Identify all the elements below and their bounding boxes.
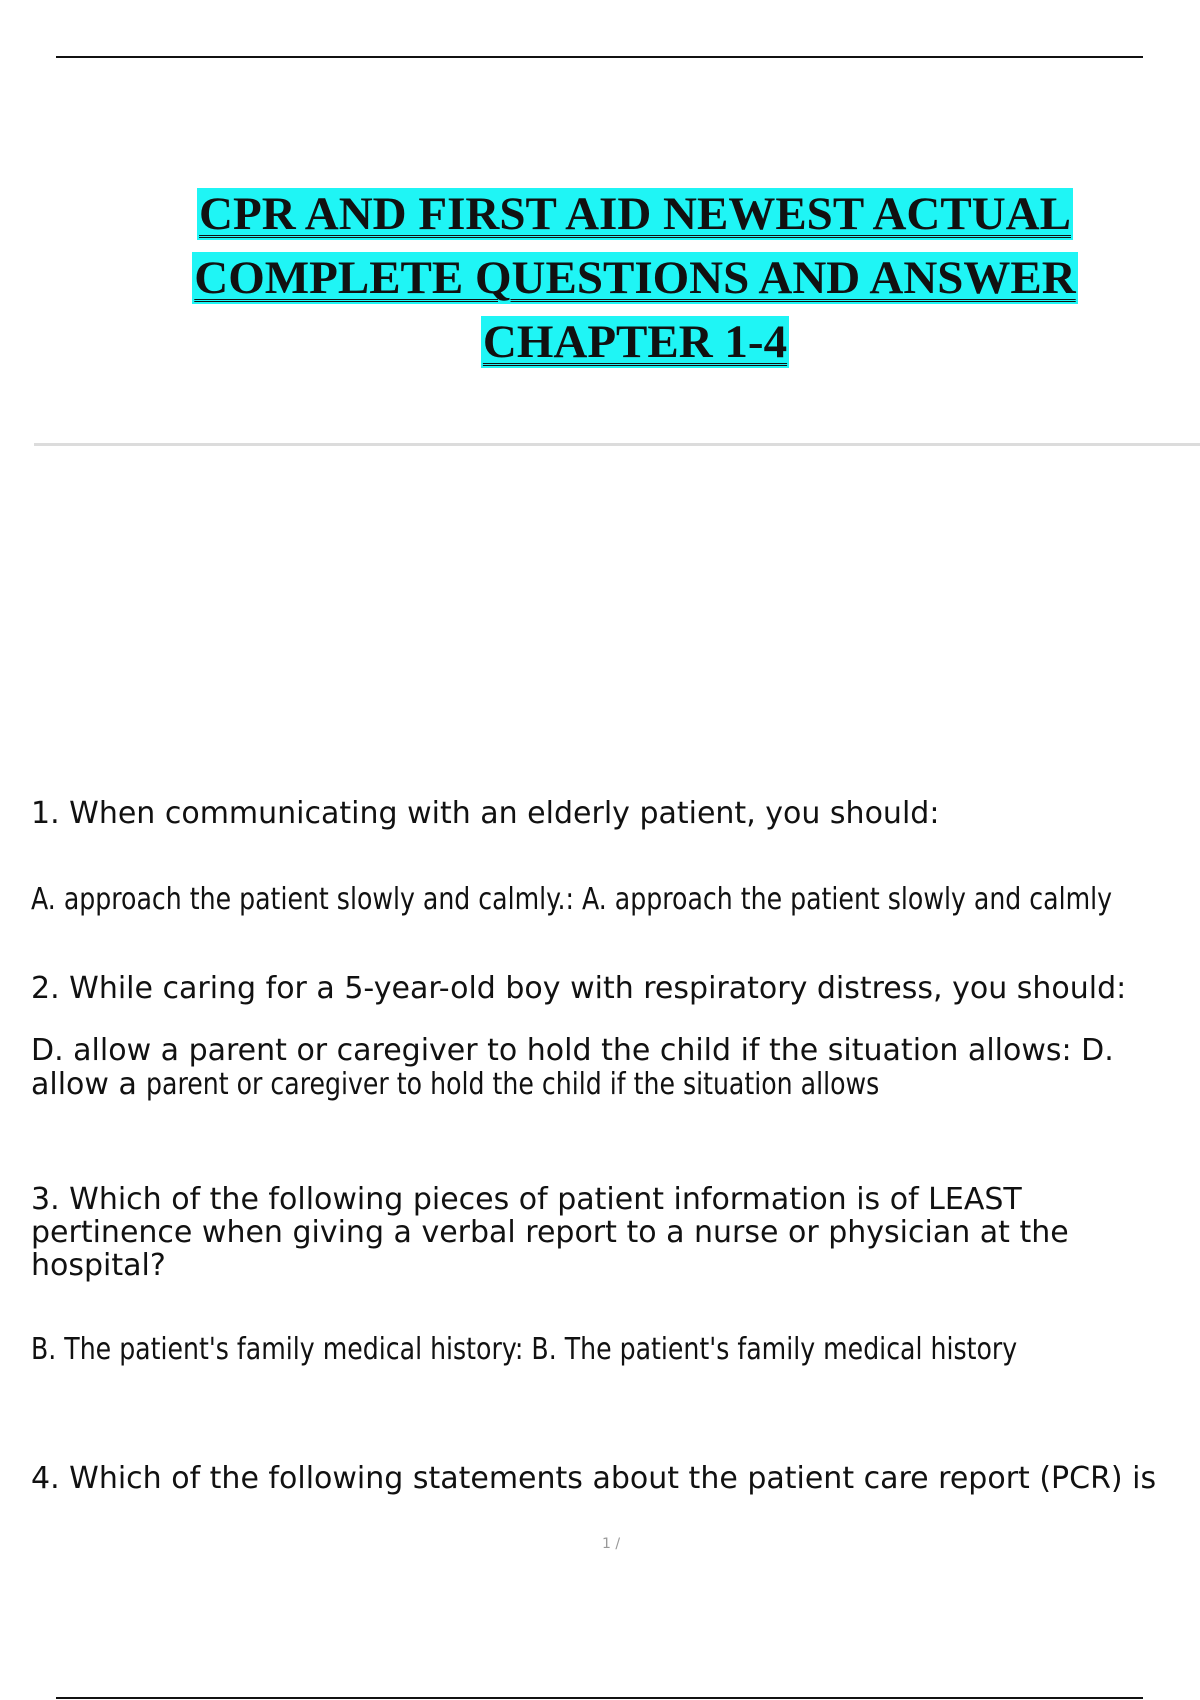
title-line-3: CHAPTER 1-4 xyxy=(482,316,788,368)
document-title xyxy=(0,182,1200,374)
bottom-rule xyxy=(56,1697,1143,1699)
answer-3-text: B. The patient's family medical history: B. The patient's family medical history xyxy=(31,1332,1018,1367)
page-number: 1 / xyxy=(602,1536,621,1552)
question-2: 2. While caring for a 5-year-old boy with respiratory distress, you should: xyxy=(31,971,1127,1006)
answer-1 xyxy=(31,883,1200,917)
question-3: 3. Which of the following pieces of patient information is of LEAST pertinence when giving a verbal report to a nurse or physician at the hospital? xyxy=(31,1182,1069,1283)
title-line-2: COMPLETE QUESTIONS AND ANSWER xyxy=(194,252,1076,304)
answer-2-text-part2: parent or caregiver to hold the child if the situation allows xyxy=(146,1067,880,1102)
title-line-1: CPR AND FIRST AID NEWEST ACTUAL xyxy=(199,188,1071,240)
question-4: 4. Which of the following statements about the patient care report (PCR) is xyxy=(31,1461,1157,1496)
answer-1-text: A. approach the patient slowly and calmly.: A. approach the patient slowly and calmly xyxy=(31,882,1113,917)
answer-2 xyxy=(31,1034,1181,1102)
answer-3 xyxy=(31,1333,1200,1367)
answer-2-text-part1: D. allow a parent or caregiver to hold the child if the situation allows: D. allow a xyxy=(31,1033,1114,1102)
question-1: 1. When communicating with an elderly patient, you should: xyxy=(31,796,940,831)
top-rule xyxy=(56,56,1143,58)
section-divider xyxy=(34,443,1200,446)
